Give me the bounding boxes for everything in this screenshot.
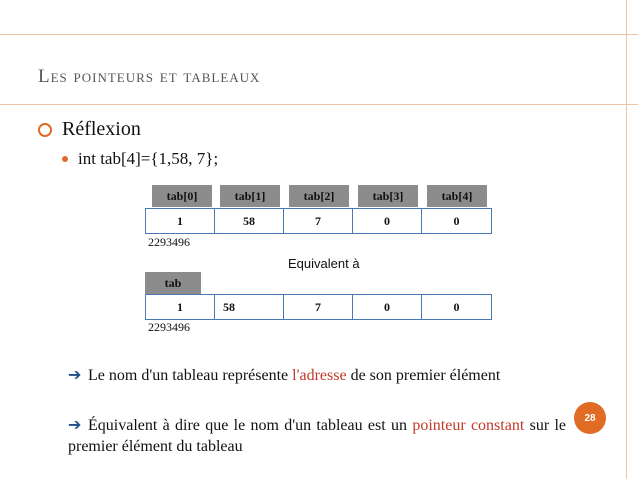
- table1-header-4: tab[4]: [427, 185, 487, 207]
- table1-cell-3: 0: [353, 209, 422, 233]
- point-address-highlight: l'adresse: [292, 367, 347, 384]
- point-address-after: de son premier élément: [346, 367, 501, 384]
- right-rule: [626, 0, 627, 479]
- table2-cell-0: 1: [146, 295, 215, 319]
- table1-cell-4: 0: [453, 213, 460, 228]
- table1-header-0: tab[0]: [152, 185, 212, 207]
- slide-title: Les pointeurs et tableaux: [38, 66, 261, 87]
- table1-header-2: tab[2]: [289, 185, 349, 207]
- page-number-badge: 28: [574, 402, 606, 434]
- table2-cell-2: 7: [284, 295, 353, 319]
- bullet-code-text: int tab[4]={1,58, 7};: [78, 149, 219, 168]
- table2-header: tab: [145, 272, 201, 294]
- point-address: [68, 365, 566, 386]
- arrow-icon: ➔: [68, 417, 82, 434]
- equivalent-label: Equivalent à: [288, 256, 360, 271]
- table1-row: [145, 208, 492, 234]
- bullet-reflexion-text: Réflexion: [62, 118, 141, 140]
- top-rule: [0, 34, 638, 35]
- table1-cell-1: 58: [215, 209, 284, 233]
- bullet-reflexion: [38, 118, 141, 141]
- point-constant-before: Équivalent à dire que le nom d'un tableau est un: [88, 417, 413, 434]
- point-address-before: Le nom d'un tableau représente: [88, 367, 293, 384]
- ring-bullet-icon: [38, 123, 52, 137]
- table1-cell-2: 7: [284, 209, 353, 233]
- point-constant-after: sur le premier élément du tableau: [68, 417, 567, 455]
- table2-cell-1: 58: [215, 295, 284, 319]
- table1-header-1: tab[1]: [220, 185, 280, 207]
- table1-cell-0: 1: [146, 209, 215, 233]
- table2-cell-4: 0: [453, 299, 460, 314]
- table2-cell-3: 0: [353, 295, 422, 319]
- point-constant-highlight: pointeur constant: [412, 417, 525, 434]
- title-underline: [0, 104, 638, 105]
- table2-row: [145, 294, 492, 320]
- dot-bullet-icon: [62, 156, 68, 162]
- point-constant-pointer: [68, 415, 566, 457]
- table1-header-3: tab[3]: [358, 185, 418, 207]
- table2-address: 2293496: [148, 320, 190, 334]
- bullet-code: [62, 149, 218, 169]
- arrow-icon: ➔: [68, 367, 82, 384]
- table1-address: 2293496: [148, 235, 190, 249]
